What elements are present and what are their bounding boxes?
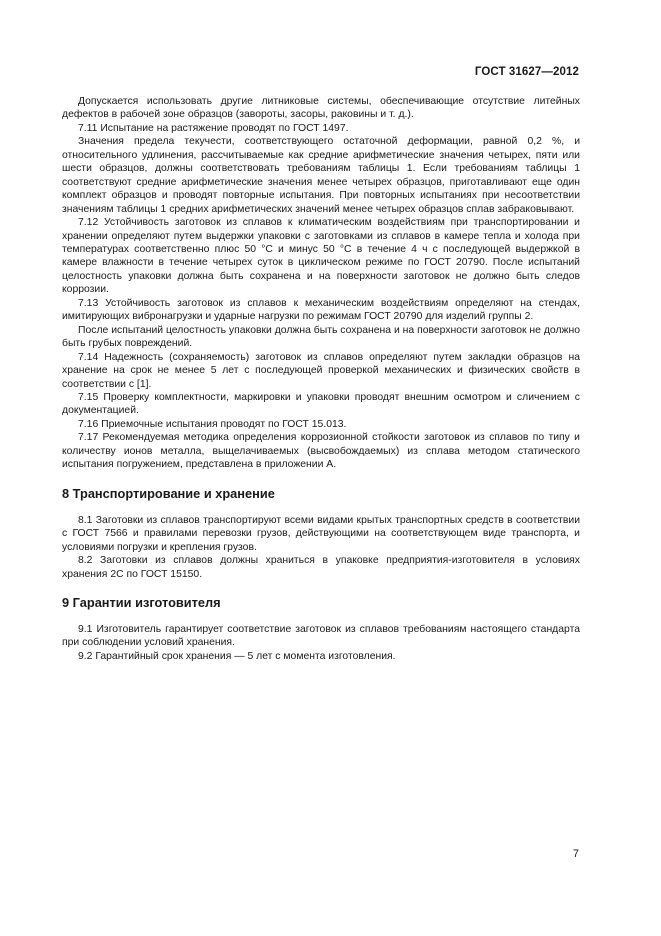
paragraph-7-14: 7.14 Надежность (сохраняемость) заготовок из сплавов определяют путем закладки образцов на хранение на срок не менее 5 лет с последующей проверкой механических и физических свойств в соответствии с [1]. (62, 351, 580, 390)
document-body (62, 95, 580, 663)
paragraph: После испытаний целостность упаковки должна быть сохранена и на поверхности заготовок не должно быть грубых повреждений. (62, 324, 580, 350)
paragraph: Значения предела текучести, соответствующего остаточной деформации, равной 0,2 %, и относительного удлинения, рассчитываемые как средние арифметические значения четырех, пяти или шести образцов, должны соответствовать требованиям таблицы 1. Если требованиям таблицы 1 соответствуют средние арифметические значения менее четырех образцов, приготавливают еще один комплект образцов и проводят повторные испытания. При повторных испытаниях при несоответствии значениям таблицы 1 средних арифметических значений менее четырех образцов сплав забраковывают. (62, 136, 580, 215)
section-9-title: 9 Гарантии изготовителя (62, 594, 221, 610)
paragraph-7-11: 7.11 Испытание на растяжение проводят по ГОСТ 1497. (78, 122, 349, 134)
paragraph-9-1: 9.1 Изготовитель гарантирует соответствие заготовок из сплавов требованиям настоящего стандарта при соблюдении условий хранения. (62, 623, 580, 649)
paragraph-8-1: 8.1 Заготовки из сплавов транспортируют всеми видами крытых транспортных средств в соответствии с ГОСТ 7566 и правилами перевозки грузов, действующими на соответствующем виде транспорта, и условиями погрузки и крепления грузов. (62, 514, 580, 553)
paragraph-7-13: 7.13 Устойчивость заготовок из сплавов к механическим воздействиям определяют на стендах, имитирующих вибронагрузки и ударные нагрузки по режимам ГОСТ 20790 для изделий группы 2. (62, 297, 580, 323)
page-number: 7 (572, 848, 579, 860)
document-code-header: ГОСТ 31627—2012 (474, 66, 579, 78)
paragraph-7-15: 7.15 Проверку комплектности, маркировки и упаковки проводят внешним осмотром и сличением с документацией. (62, 391, 580, 417)
paragraph-8-2: 8.2 Заготовки из сплавов должны храниться в упаковке предприятия-изготовителя в условиях хранения 2С по ГОСТ 15150. (62, 555, 580, 580)
paragraph-9-2: 9.2 Гарантийный срок хранения — 5 лет с момента изготовления. (78, 650, 396, 662)
paragraph-7-17: 7.17 Рекомендуемая методика определения коррозионной стойкости заготовок из сплавов по типу и количеству ионов металла, выщелачиваемых (высвобождаемых) из сплава методом статического испытания погружением, представлена в приложении А. (62, 432, 580, 471)
section-8-title: 8 Транспортирование и хранение (62, 485, 275, 501)
paragraph-7-12: 7.12 Устойчивость заготовок из сплавов к климатическим воздействиям при транспортировании и хранении определяют путем выдержки упаковки с заготовками из сплавов в камере тепла и холода при температурах соответственно плюс 50 °С и минус 50 °С в течение 4 ч с последующей выдержкой в камере влажности в течение четырех суток в циклическом режиме по ГОСТ 20790. После испытаний целостность упаковки должна быть сохранена и на поверхности заготовок не должно быть следов коррозии. (62, 217, 580, 296)
paragraph: Допускается использовать другие литниковые системы, обеспечивающие отсутствие литейных дефектов в рабочей зоне образцов (завороты, засоры, раковины и т. д.). (62, 96, 580, 121)
paragraph-7-16: 7.16 Приемочные испытания проводят по ГОСТ 15.013. (78, 418, 347, 430)
